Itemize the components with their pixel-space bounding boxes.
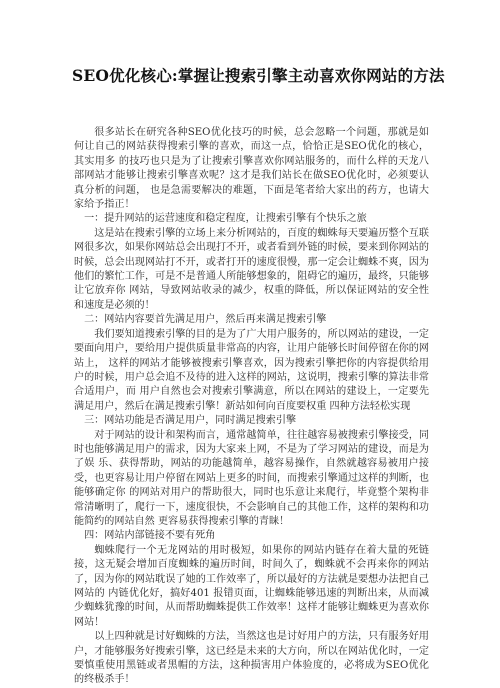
article-title: SEO优化核心:掌握让搜索引擎主动喜欢你网站的方法 bbox=[72, 66, 445, 85]
paragraph-section-1: 这是站在搜索引擎的立场上来分析网站的，百度的蜘蛛每天要遍历整个互联网很多次，如果你网站总会出现打不开，或者看到外链的时候，要来到你网站的时候，总会出现网站打不开，或者打开的速度很慢，那一定会让蜘蛛不爽，因为他们的繁忙工作，可是不是普通人所能够想象的，阻碍它的遍历，最终，只能够让它放弃你 网站，导致网站收录的减少，权重的降低，所以保证网站的安全性和速度是必须的！ bbox=[74, 227, 429, 311]
section-heading-3: 三：网站功能是否满足用户，同时满足搜索引擎 bbox=[84, 415, 297, 427]
paragraph-conclusion: 以上四种就是讨好蜘蛛的方法，当然这也是讨好用户的方法，只有服务好用户，才能够服务好搜索引擎，这已经是未来的大方向，所以在网站优化时，一定要慎重使用黑链或者黑帽的方法，这种损害用户体验度的，必将成为SEO优化的终极杀手！ bbox=[74, 631, 429, 686]
section-heading-2: 二：网站内容要首先满足用户，然后再来满足搜索引擎 bbox=[84, 314, 327, 326]
section-heading-4: 四：网站内部链接不要有死角 bbox=[84, 530, 216, 542]
paragraph-intro: 很多站长在研究各种SEO优化技巧的时候，总会忽略一个问题，那就是如何让自己的网站获得搜索引擎的喜欢，而这一点，恰恰正是SEO优化的核心，其实用多 的技巧也只是为了让搜索引擎喜欢你网站服务的，而什么样的天龙八部网站才能够让搜索引擎喜欢呢？这才是我们站长在做SEO优化时，必须要认真分析的问题， 也是急需要解决的难题，下面是笔者给大家出的药方，也请大家给予指正！ bbox=[74, 127, 429, 211]
article-body bbox=[74, 126, 429, 688]
paragraph-section-3: 对于网站的设计和架构而言，通常越简单，往往越容易被搜索引擎接受，同时也能够满足用户的需求，因为大家来上网，不是为了学习网站的建设，而是为了娱 乐、获得帮助，网站的功能越简单，越容易操作，自然就越容易被用户接受，也更容易让用户停留在网站上更多的时间，而搜索引擎通过这样的判断，也能够确定你 的网站对用户的帮助很大，同时也乐意让来爬行，毕竟整个架构非常清晰明了，爬行一下，速度很快，不会影响自己的其他工作，这样的架构和功能简约的网站自然 更容易获得搜索引擎的青睐！ bbox=[74, 429, 429, 527]
section-heading-1: 一：提升网站的运营速度和稳定程度，让搜索引擎有个快乐之旅 bbox=[84, 213, 367, 225]
paragraph-section-4: 蜘蛛爬行一个无龙网站的用时极短，如果你的网站内链存在着大量的死链 接，这无疑会增加百度蜘蛛的遍历时间，时间久了，蜘蛛就不会再来你的网站了，因为你的网站耽误了她的工作效率了，所以最好的方法就是要想办法把自己网站的 内链优化好，搞好401 报错页面，让蜘蛛能够迅速的判断出来，从而减少蜘蛛犹豫的时间，从而帮助蜘蛛提供工作效率！这样才能够让蜘蛛更为喜欢你网站！ bbox=[74, 544, 429, 628]
paragraph-section-2: 我们要知道搜索引擎的目的是为了广大用户服务的，所以网站的建设，一定要面向用户，要给用户提供质量非常高的内容，让用户能够长时间停留在你的网站上， 这样的网站才能够被搜索引擎喜欢，因为搜索引擎把你的内容提供给用户的时候，用户总会追不及待的进入这样的网站，这说明，搜索引擎的算法非常合适用户，而 用户自然也会对搜索引擎满意，所以在网站的建设上，一定要先满足用户，然后在满足搜索引擎！新站如何向百度要权重 四种方法轻松实现 bbox=[74, 328, 429, 412]
